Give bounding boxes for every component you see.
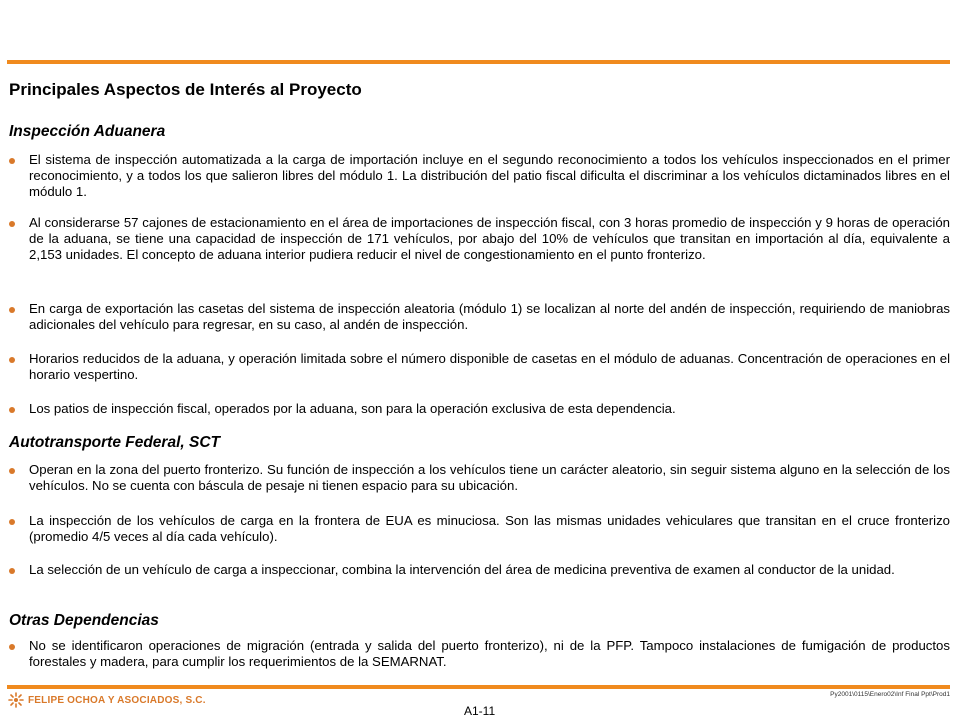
bullet-icon xyxy=(9,644,15,650)
bullet-text: No se identificaron operaciones de migración (entrada y salida del puerto fronterizo), ni de la PFP. Tampoco instalaciones de fumigación de productos forestales y madera, para cumplir los requerimientos de la SEMARNAT. xyxy=(29,638,950,669)
bullet-text: La inspección de los vehículos de carga en la frontera de EUA es minuciosa. Son las mismas unidades vehiculares que transitan en el cruce fronterizo (promedio 4/5 veces al día cada vehículo). xyxy=(29,513,950,544)
list-item xyxy=(9,301,950,333)
bullet-text: Operan en la zona del puerto fronterizo. Su función de inspección a los vehículos tiene un carácter aleatorio, sin seguir sistema alguno en la selección de los vehículos. No se cuenta con báscula de pesaje ni tienen espacio para su ubicación. xyxy=(29,462,950,493)
bullet-text: Los patios de inspección fiscal, operados por la aduana, son para la operación exclusiva de esta dependencia. xyxy=(29,401,676,416)
bullet-icon xyxy=(9,468,15,474)
sunburst-icon xyxy=(8,692,24,708)
bullet-icon xyxy=(9,357,15,363)
page-title: Principales Aspectos de Interés al Proyecto xyxy=(9,80,362,99)
section-heading-inspeccion-aduanera: Inspección Aduanera xyxy=(9,123,166,140)
top-divider xyxy=(7,60,950,64)
list-item xyxy=(9,638,950,670)
bullet-text: Al considerarse 57 cajones de estacionamiento en el área de importaciones de inspección fiscal, con 3 horas promedio de inspección y 9 horas de operación de la aduana, se tiene una capacidad de inspección de 171 vehículos, por abajo del 10% de vehículos que transitan en importación al día, equivalente a 2,153 unidades. El concepto de aduana interior pudiera reducir el nivel de congestionamiento en el punto fronterizo. xyxy=(29,215,950,262)
bullet-icon xyxy=(9,407,15,413)
bullet-icon xyxy=(9,568,15,574)
company-logo xyxy=(8,692,206,708)
bullet-icon xyxy=(9,307,15,313)
bullet-icon xyxy=(9,221,15,227)
bottom-divider xyxy=(7,685,950,689)
list-item xyxy=(9,215,950,263)
page-number: A1-11 xyxy=(464,704,496,718)
bullet-text: La selección de un vehículo de carga a inspeccionar, combina la intervención del área de medicina preventiva de examen al conductor de la unidad. xyxy=(29,562,895,577)
bullet-icon xyxy=(9,158,15,164)
bullet-icon xyxy=(9,519,15,525)
list-item xyxy=(9,462,950,494)
list-item xyxy=(9,513,950,545)
section-heading-otras-dependencias: Otras Dependencias xyxy=(9,612,159,629)
list-item xyxy=(9,152,950,200)
logo-text: FELIPE OCHOA Y ASOCIADOS, S.C. xyxy=(28,694,206,706)
list-item xyxy=(9,562,950,578)
section-heading-autotransporte: Autotransporte Federal, SCT xyxy=(9,434,220,451)
bullet-text: El sistema de inspección automatizada a la carga de importación incluye en el segundo reconocimiento a todos los vehículos inspeccionados en el primer reconocimiento, y a todos los que salieron libres del módulo 1. La distribución del patio fiscal dificulta el discriminar a los vehículos dictaminados libres en el módulo 1. xyxy=(29,152,950,199)
list-item xyxy=(9,401,950,417)
file-reference: Py2001\0115\Enero02\Inf Final Ppt\Prod1 xyxy=(830,691,950,698)
bullet-text: Horarios reducidos de la aduana, y operación limitada sobre el número disponible de casetas en el módulo de aduanas. Concentración de operaciones en el horario vespertino. xyxy=(29,351,950,382)
list-item xyxy=(9,351,950,383)
bullet-text: En carga de exportación las casetas del sistema de inspección aleatoria (módulo 1) se localizan al norte del andén de inspección, requiriendo de maniobras adicionales del vehículo para regresar, en su caso, al andén de inspección. xyxy=(29,301,950,332)
